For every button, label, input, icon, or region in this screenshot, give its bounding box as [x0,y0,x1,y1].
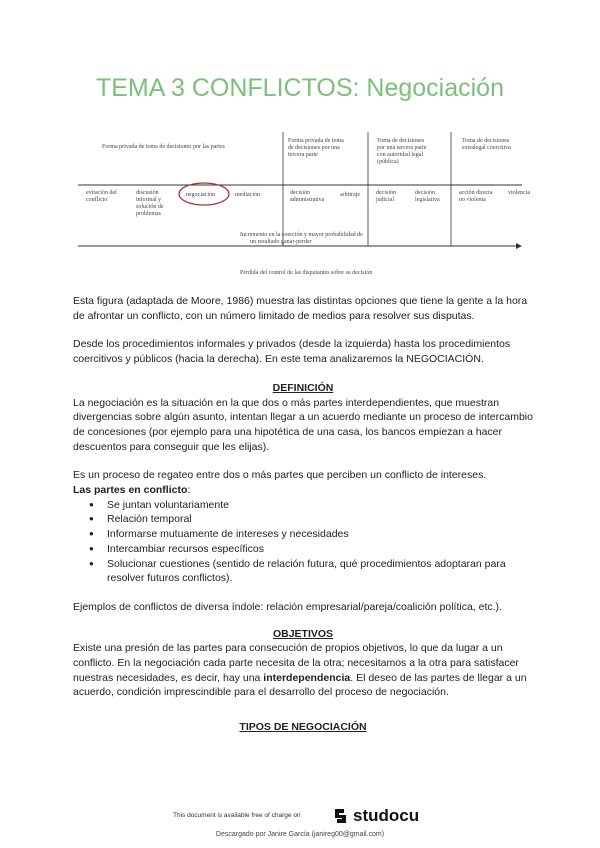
list-item: ● Solucionar cuestiones (sentido de relación futura, qué procedimientos adoptaran para resolver futuros conflictos). [107,557,533,586]
interdependencia-bold: interdependencia [263,671,351,684]
bottom-label: Pérdida del control de las disputantes sobre su decisión [240,270,373,276]
document-body [73,294,533,735]
parties-label-bold: Las partes en conflicto [73,484,188,497]
paragraph-definition: La negociación es la situación en la que dos o más partes interdependientes, que muestran divergencias sobre algún asunto, intentan llegar a un acuerdo mediante un proceso de intercambio de concesiones (por ejemplo para una hipotética de una casa, los bancos empiezan a hacer descuentos para conseguir que les elijas). [73,396,533,453]
heading-tipos: TIPOS DE NEGOCIACIÓN [239,721,367,734]
list-item: ● Intercambiar recursos específicos [107,542,533,557]
paragraph-intro: Esta figura (adaptada de Moore, 1986) muestra las distintas opciones que tiene la gente a la hora de afrontar un conflicto, con un número limitado de medios para resolver sus disputas. [73,295,528,322]
studocu-logo[interactable] [332,806,419,826]
footer-note: This document is available free of charge on [173,812,301,819]
figure-header-2: Forma privada de toma de decisiones por una tercera parte [288,138,344,158]
heading-objetivos: OBJETIVOS [272,627,334,640]
item-negociacion: negociación [186,192,215,198]
page-title: TEMA 3 CONFLICTOS: Negociación [95,74,504,102]
item-decision-judicial: decisión judicial [376,190,396,203]
parties-list [73,498,533,586]
paragraph-procedures: Desde los procedimientos informales y privados (desde la izquierda) hasta los procedimientos coercitivos y públicos (hacia la derecha). En este tema analizaremos la NEGOCIACIÓN. [73,338,511,366]
item-violencia: violencia [508,190,530,196]
item-arbitraje: arbitraje [340,192,360,198]
list-item: ● Se juntan voluntariamente [107,498,533,513]
studocu-logo-icon [332,807,350,825]
list-item: ● Relación temporal [107,512,533,527]
item-accion-directa: acción directa no violenta [459,190,493,203]
continuum-diagram [78,128,530,280]
item-decision-legislativa: decisión legislativa [415,190,440,203]
parties-label: Las partes en conflicto: [73,484,191,497]
item-decision-administrativa: decisión administrativa [290,190,325,203]
figure-header-4: Toma de decisiones extralegal coercitiva [462,138,511,151]
download-note: Descargado por Janire García (janireg00@gmail.com) [215,831,385,838]
figure-header-1: Forma privada de toma de decisiones por las partes [102,144,225,150]
studocu-brand: studocu [353,806,420,825]
item-discusion: discusión informal y solución de problemas [136,190,164,217]
arrow-label: Incremento en la coerción y mayor probabilidad de un resultado ganar-perder [240,232,363,245]
figure-header-3: Toma de decisiones por una tercera parte con autoridad legal (pública) [377,138,427,165]
paragraph-objectives: Existe una presión de las partes para consecución de propios objetivos, lo que da lugar a un conflicto. En la negociación cada parte necesita de la otra; necesitamos a la otra para satisfacer nuestras necesidades, es decir, hay una interdependencia. El deseo de las partes de llegar a un acuerdo, condición imprescindible para el desarrollo del proceso de negociación. [73,642,527,699]
item-evitacion: evitación del conflicto [86,190,117,203]
paragraph-examples: Ejemplos de conflictos de diversa índole: relación empresarial/pareja/coalición política, etc.). [73,600,502,613]
item-mediacion: mediación [235,192,260,198]
negotiation-continuum-figure [78,128,530,280]
paragraph-regateo: Es un proceso de regateo entre dos o más partes que perciben un conflicto de intereses. [73,469,487,482]
heading-definicion: DEFINICIÓN [272,381,334,394]
list-item: ● Informarse mutuamente de intereses y necesidades [107,527,533,542]
